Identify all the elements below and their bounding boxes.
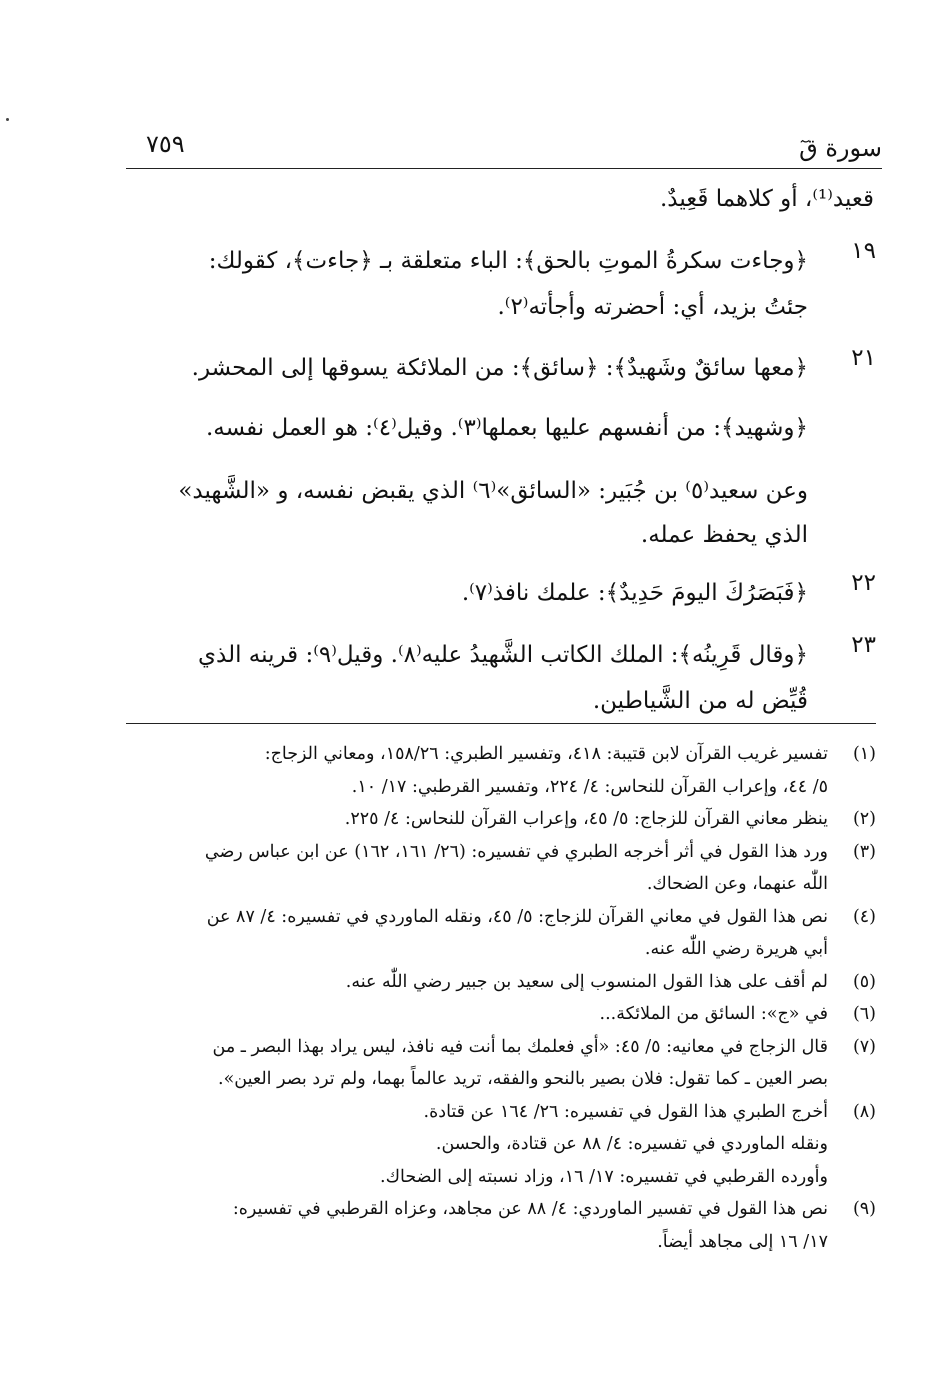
footnote-line: أخرج الطبري هذا القول في تفسيره: ٢٦/ ١٦٤ عن قتادة. <box>423 1101 828 1122</box>
footnote-line: اللّٰه عنهما، وعن الضحاك. <box>646 874 828 894</box>
stray-mark <box>6 118 9 121</box>
footnote-line: أبي هريرة رضي اللّٰه عنه. <box>644 939 828 959</box>
footnote-line: ٥/ ٤٤، وإعراب القرآن للنحاس: ٤/ ٢٢٤، وتفسير القرطبي: ١٧/ ١٠. <box>351 776 828 797</box>
footnote-number: (٧) <box>852 1036 876 1057</box>
intro-line <box>126 176 874 222</box>
entry-line: ﴿وجاءت سكرةُ الموتِ بالحق﴾: الباء متعلقة بـ ﴿جاءت﴾، كقولك: <box>208 248 808 274</box>
running-header <box>126 126 882 166</box>
footnote-line: نص هذا القول في تفسير الماوردي: ٤/ ٨٨ عن مجاهد، وعزاه القرطبي في تفسيره: <box>232 1199 828 1219</box>
footnote-line: نص هذا القول في معاني القرآن للزجاج: ٥/ ٤٥، ونقله الماوردي في تفسيره: ٤/ ٨٧ عن <box>206 906 828 927</box>
intro-line-text: قعيد⁽¹⁾، أو كلاهما قَعِيدٌ. <box>659 186 874 212</box>
footnote <box>126 1031 876 1096</box>
entry-paragraph: وعن سعيد⁽٥⁾ بن جُبَير: «السائق»⁽٦⁾ الذي يقبض نفسه، و «الشَّهيد» <box>178 478 808 504</box>
entry-line: ﴿معها سائقٌ وشَهيدٌ﴾: ﴿سائق﴾: من الملائكة يسوقها إلى المحشر. <box>191 355 808 381</box>
footnote-number: (٦) <box>852 1004 876 1024</box>
footnote <box>126 901 876 966</box>
footnote-line: ينظر معاني القرآن للزجاج: ٥/ ٤٥، وإعراب القرآن للنحاس: ٤/ ٢٢٥. <box>344 809 828 829</box>
footnote <box>126 1193 876 1258</box>
ayah-number: ٢٣ <box>851 632 876 658</box>
entry-line: ﴿فَبَصَرُكَ اليومَ حَدِيدٌ﴾: علمك نافذ⁽٧⁾. <box>461 580 808 606</box>
entry-line: جئتُ بزيد، أي: أحضرته وأجأته⁽٢⁾. <box>497 294 808 320</box>
footnote-number: (٤) <box>852 906 876 927</box>
footnote <box>126 836 876 901</box>
footnote-number: (٨) <box>852 1101 876 1122</box>
footnote-number: (٣) <box>852 841 876 862</box>
footnote-line: وأورده القرطبي في تفسيره: ١٧/ ١٦، وزاد نسبته إلى الضحاك. <box>380 1166 828 1187</box>
ayah-number: ١٩ <box>851 238 876 264</box>
entry-paragraph: الذي يحفظ عمله. <box>640 522 808 548</box>
sura-title: سورة قٓ <box>799 134 882 162</box>
footnote-rule <box>126 723 876 724</box>
footnote <box>126 803 876 836</box>
ayah-number: ٢٢ <box>851 570 876 596</box>
footnote-line: بصر العين ـ كما تقول: فلان بصير بالنحو والفقه، تريد عالماً بهما، ولم ترد بصر العين». <box>218 1069 828 1089</box>
footnote-line: ١٧/ ١٦ إلى مجاهد أيضاً. <box>657 1231 828 1252</box>
footnote-number: (٩) <box>852 1199 876 1219</box>
entry-line: قُيِّض له من الشَّياطين. <box>592 688 808 714</box>
footnote-number: (٢) <box>852 809 876 829</box>
page-number: ٧٥٩ <box>146 130 185 158</box>
footnotes <box>126 738 876 1258</box>
footnote-line: ورد هذا القول في أثر أخرجه الطبري في تفسيره: (٢٦/ ١٦١، ١٦٢) عن ابن عباس رضي <box>204 841 828 862</box>
footnote-number: (٥) <box>852 971 876 992</box>
header-rule <box>126 168 882 169</box>
footnote <box>126 1096 876 1194</box>
footnote-line: قال الزجاج في معانيه: ٥/ ٤٥: «أي فعلمك بما أنت فيه نافذ، ليس يراد بهذا البصر ـ من <box>212 1036 828 1057</box>
entry-paragraph: ﴿وشهيد﴾: من أنفسهم عليها بعملها⁽٣⁾. وقيل⁽٤⁾: هو العمل نفسه. <box>205 415 808 441</box>
footnote-line: تفسير غريب القرآن لابن قتيبة: ٤١٨، وتفسير الطبري: ١٥٨/٢٦، ومعاني الزجاج: <box>264 744 828 764</box>
ayah-number: ٢١ <box>851 345 876 371</box>
footnote-line: ونقله الماوردي في تفسيره: ٤/ ٨٨ عن قتادة، والحسن. <box>435 1134 828 1154</box>
footnote <box>126 966 876 999</box>
footnote <box>126 738 876 803</box>
footnote-line: في «ج»: السائق من الملائكة... <box>599 1004 828 1024</box>
footnote-number: (١) <box>852 744 876 764</box>
footnote <box>126 998 876 1031</box>
entry-line: ﴿وقال قَرِينُه﴾: الملك الكاتب الشَّهيدُ عليه⁽٨⁾. وقيل⁽٩⁾: قرينه الذي <box>198 642 808 668</box>
footnote-line: لم أقف على هذا القول المنسوب إلى سعيد بن جبير رضي اللّٰه عنه. <box>345 971 828 992</box>
